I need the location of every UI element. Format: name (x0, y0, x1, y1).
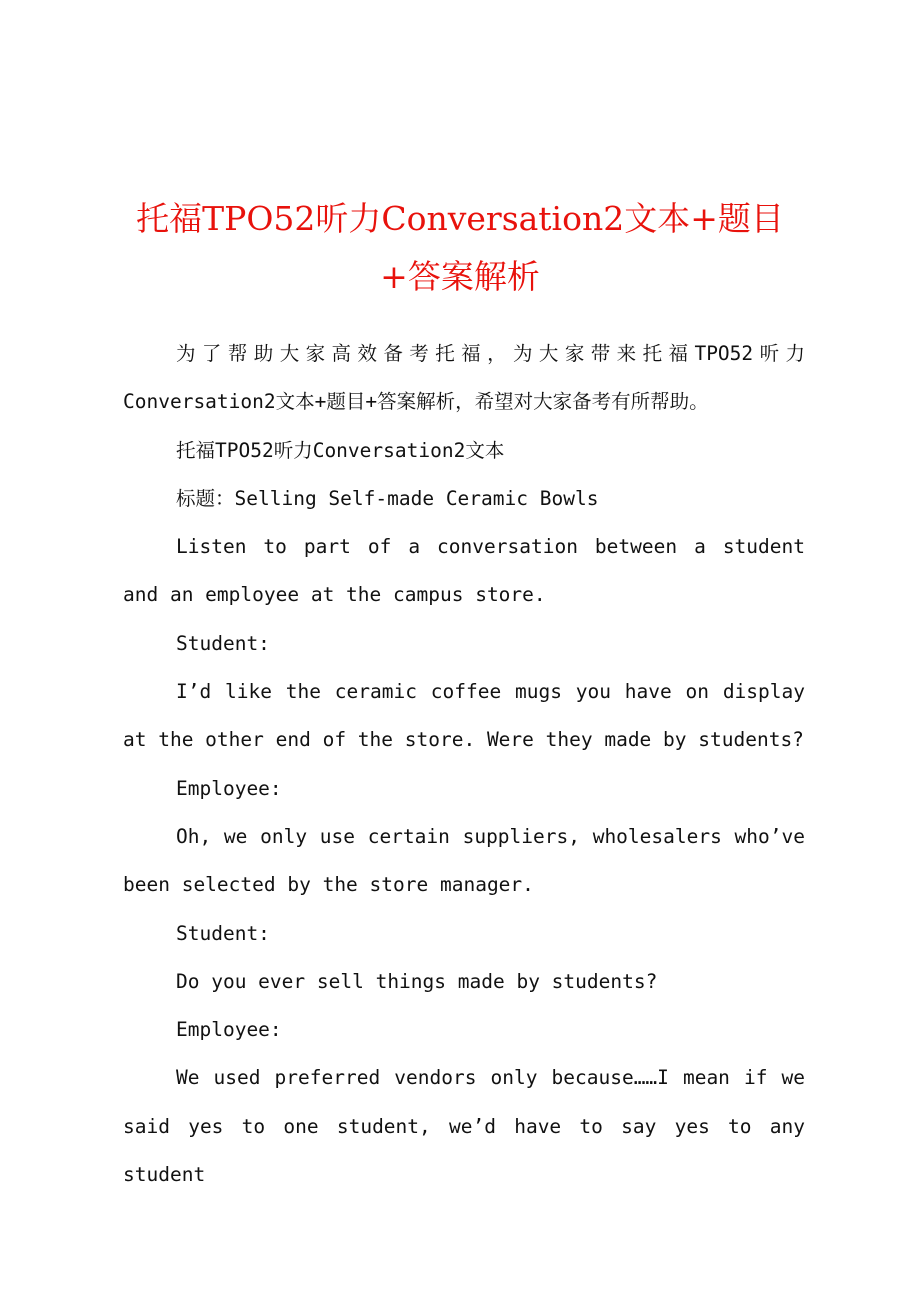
intro-paragraph: 为了帮助大家高效备考托福，为大家带来托福TPO52听力Conversation2文本+题目+答案解析，希望对大家备考有所帮助。 (123, 342, 805, 414)
speaker-label: Student: (176, 631, 270, 655)
section-heading: 托福TPO52听力Conversation2文本 (176, 438, 505, 462)
speaker-label: Employee: (176, 776, 282, 800)
narrator-line: Listen to part of a conversation between a student and an employee at the campus store. (123, 535, 805, 607)
dialogue-line: Do you ever sell things made by students? (176, 969, 658, 993)
document-title: 托福TPO52听力Conversation2文本+题目+答案解析 (136, 199, 784, 296)
speaker-label: Student: (176, 921, 270, 945)
dialogue-line: Oh, we only use certain suppliers, wholesalers who’ve been selected by the store manager. (123, 824, 805, 897)
topic-line: 标题：Selling Self-made Ceramic Bowls (176, 486, 599, 510)
dialogue-line: We used preferred vendors only because……I mean if we said yes to one student, we’d have to say yes to any student (123, 1066, 805, 1187)
document-body (123, 330, 805, 1199)
dialogue-line: I’d like the ceramic coffee mugs you have on display at the other end of the store. Were they made by students? (123, 680, 805, 752)
speaker-label: Employee: (176, 1018, 282, 1042)
